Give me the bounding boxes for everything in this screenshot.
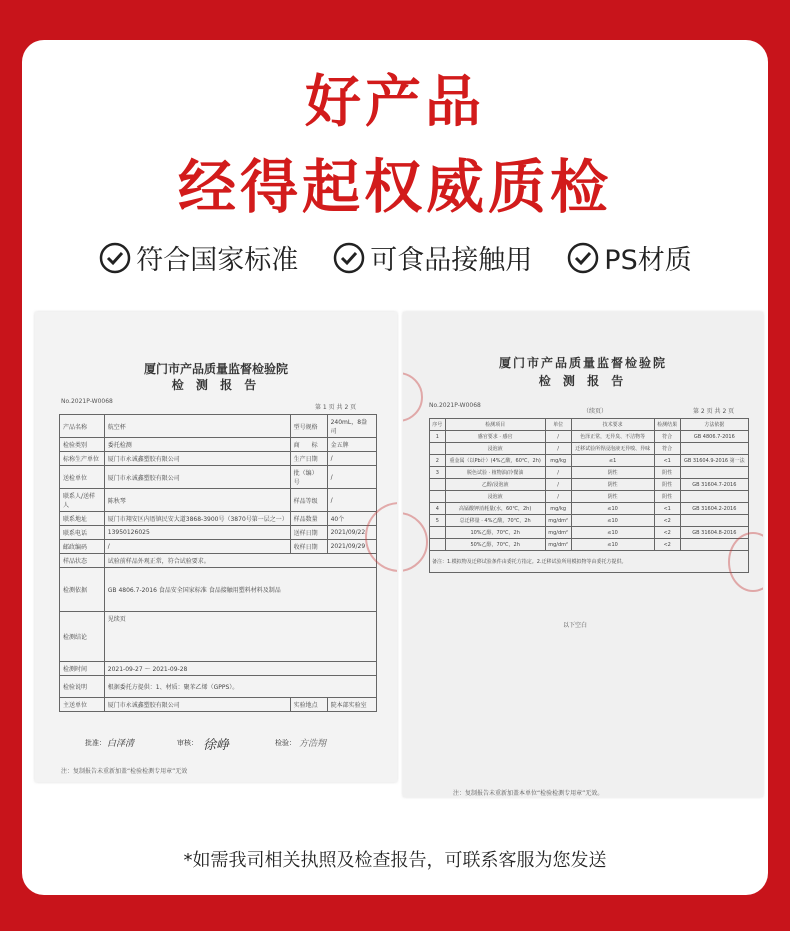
badge-label: 符合国家标准 bbox=[136, 245, 299, 276]
cell: ≤10 bbox=[571, 539, 654, 551]
cell: GB 31604.2-2016 bbox=[680, 503, 748, 515]
badge-label: 可食品接触用 bbox=[370, 245, 533, 276]
cell: / bbox=[545, 467, 571, 479]
table-row bbox=[430, 431, 749, 443]
cell: / bbox=[545, 443, 571, 455]
column-header: 检测项目 bbox=[445, 419, 545, 431]
cell: 金五牌 bbox=[327, 438, 376, 452]
cell: 50%乙醇，70℃，2h bbox=[445, 539, 545, 551]
test-report-page-1 bbox=[35, 312, 397, 782]
column-header: 技术要求 bbox=[571, 419, 654, 431]
cell bbox=[680, 467, 748, 479]
cell: 型号规格 bbox=[290, 415, 327, 438]
cell: 4 bbox=[430, 503, 446, 515]
cell bbox=[430, 539, 446, 551]
cell: / bbox=[327, 452, 376, 466]
check-circle-icon bbox=[332, 241, 366, 275]
table-row bbox=[60, 526, 377, 540]
report-institute: 厦门市产品质量监督检验院 bbox=[498, 356, 667, 370]
cell: 5 bbox=[430, 515, 446, 527]
cell: 检验说明 bbox=[60, 676, 105, 698]
cell: 10%乙醇，70℃，2h bbox=[445, 527, 545, 539]
table-row bbox=[430, 443, 749, 455]
cell bbox=[430, 443, 446, 455]
column-header: 单位 bbox=[545, 419, 571, 431]
cell: 重金属（以Pb计）(4%乙酸，60℃，2h) bbox=[445, 455, 545, 467]
cell: 标称生产单位 bbox=[60, 452, 105, 466]
cell: 委托检测 bbox=[104, 438, 290, 452]
cell: 阴性 bbox=[571, 467, 654, 479]
cell: ≤10 bbox=[571, 515, 654, 527]
cell bbox=[680, 515, 748, 527]
cell: GB 4806.7-2016 食品安全国家标准 食品接触用塑料材料及制品 bbox=[104, 568, 376, 612]
cell: 2021/09/22 bbox=[327, 526, 376, 540]
cell: 产品名称 bbox=[60, 415, 105, 438]
cell: 厦门市永诚鑫塑胶有限公司 bbox=[104, 452, 290, 466]
cell: 联系地址 bbox=[60, 512, 105, 526]
table-row bbox=[60, 662, 377, 676]
cell: 检验类别 bbox=[60, 438, 105, 452]
table-row bbox=[430, 539, 749, 551]
report-title: 检 测 报 告 bbox=[538, 374, 628, 388]
cell: GB 4806.7-2016 bbox=[680, 431, 748, 443]
cell: 送检单位 bbox=[60, 466, 105, 489]
cell: ≤10 bbox=[571, 527, 654, 539]
cell: mg/dm² bbox=[545, 527, 571, 539]
cell: 样品状态 bbox=[60, 554, 105, 568]
cell: / bbox=[545, 491, 571, 503]
cell: / bbox=[327, 489, 376, 512]
cell: 样品数量 bbox=[290, 512, 327, 526]
continuation-label: （续页） bbox=[583, 408, 608, 415]
page-indicator: 第 2 页 共 2 页 bbox=[693, 408, 735, 415]
cell: 迁移试验所得浸泡液无异嗅、异味 bbox=[571, 443, 654, 455]
cell: 商 标 bbox=[290, 438, 327, 452]
cell: 邮政编码 bbox=[60, 540, 105, 554]
cell bbox=[430, 527, 446, 539]
cell: 2021/09/29 bbox=[327, 540, 376, 554]
page-indicator: 第 1 页 共 2 页 bbox=[315, 404, 357, 411]
cell: 生产日期 bbox=[290, 452, 327, 466]
cell: 见续页 bbox=[104, 612, 376, 662]
remarks-cell: 备注：1.模拟物及迁移试验条件由委托方指定。2.迁移试验所用模拟物等由委托方提供。 bbox=[430, 551, 749, 573]
cell: ≤10 bbox=[571, 503, 654, 515]
official-seal bbox=[403, 512, 428, 572]
cell: 厦门市翔安区内厝镇民安大道3868-3900号（3870号第一层之一） bbox=[104, 512, 290, 526]
end-marker: 以下空白 bbox=[563, 622, 588, 629]
cell: 3 bbox=[430, 467, 446, 479]
table-row bbox=[60, 452, 377, 466]
cell: <2 bbox=[654, 515, 680, 527]
cell: 根据委托方提供：1、材质：聚苯乙烯（GPPS）。 bbox=[104, 676, 376, 698]
check-circle-icon bbox=[98, 241, 132, 275]
cell: 240mL，8盎司 bbox=[327, 415, 376, 438]
cell: <2 bbox=[654, 527, 680, 539]
cell: 阴性 bbox=[571, 491, 654, 503]
table-row bbox=[60, 489, 377, 512]
results-table bbox=[429, 418, 749, 573]
badge-food-contact bbox=[332, 238, 532, 277]
report-number: No.2021P-W0068 bbox=[61, 398, 113, 405]
cell: 2021-09-27 ～ 2021-09-28 bbox=[104, 662, 376, 676]
approve-signature: 白泽清 bbox=[107, 739, 135, 749]
cell: 试验前样品外观正常，符合试验要求。 bbox=[104, 554, 376, 568]
table-row bbox=[430, 491, 749, 503]
table-row bbox=[430, 479, 749, 491]
cell: 联系电话 bbox=[60, 526, 105, 540]
footer-note: *如需我司相关执照及检查报告，可联系客服为您发送 bbox=[183, 850, 607, 871]
table-row bbox=[430, 503, 749, 515]
cell: 收样日期 bbox=[290, 540, 327, 554]
table-row bbox=[430, 455, 749, 467]
cell: 40个 bbox=[327, 512, 376, 526]
review-signature: 徐峥 bbox=[203, 738, 230, 753]
check-circle-icon bbox=[566, 241, 600, 275]
report-institute: 厦门市产品质量监督检验院 bbox=[143, 362, 288, 376]
approve-label: 批准： bbox=[85, 739, 106, 747]
cell: 航空杯 bbox=[104, 415, 290, 438]
cell: 实验地点 bbox=[290, 698, 327, 712]
cell: <1 bbox=[654, 455, 680, 467]
cell: 符合 bbox=[654, 443, 680, 455]
cell: <1 bbox=[654, 503, 680, 515]
headline-secondary: 经得起权威质检 bbox=[177, 153, 612, 221]
cell: 主送单位 bbox=[60, 698, 105, 712]
table-row bbox=[60, 540, 377, 554]
table-row bbox=[430, 551, 749, 573]
report-title: 检 测 报 告 bbox=[171, 378, 261, 392]
footnote: 注：复制报告未重新加盖本单位“检验检测专用章”无效。 bbox=[453, 790, 604, 797]
cell: 院本部实验室 bbox=[327, 698, 376, 712]
table-row bbox=[60, 698, 377, 712]
table-row bbox=[60, 415, 377, 438]
cell: / bbox=[327, 466, 376, 489]
cell: 13950126025 bbox=[104, 526, 290, 540]
cell: 检测时间 bbox=[60, 662, 105, 676]
cell: mg/kg bbox=[545, 503, 571, 515]
report-number: No.2021P-W0068 bbox=[429, 402, 481, 409]
headline-primary: 好产品 bbox=[305, 70, 485, 135]
cell: 阴性 bbox=[571, 479, 654, 491]
table-header-row bbox=[430, 419, 749, 431]
cell: mg/dm² bbox=[545, 539, 571, 551]
column-header: 序号 bbox=[430, 419, 446, 431]
cell: <2 bbox=[654, 539, 680, 551]
table-row bbox=[60, 568, 377, 612]
badge-label: PS材质 bbox=[604, 245, 692, 276]
table-row bbox=[430, 467, 749, 479]
cell: mg/dm² bbox=[545, 515, 571, 527]
cell: GB 31604.7-2016 bbox=[680, 479, 748, 491]
cell: 送样日期 bbox=[290, 526, 327, 540]
cell: 阴性 bbox=[654, 479, 680, 491]
cell: 阴性 bbox=[654, 491, 680, 503]
cell bbox=[430, 479, 446, 491]
footnote: 注：复制报告未重新加盖“检验检测专用章”无效 bbox=[61, 768, 188, 775]
feature-badges bbox=[0, 238, 790, 277]
cell: 感官要求 · 感官 bbox=[445, 431, 545, 443]
table-row bbox=[60, 554, 377, 568]
cell: 厦门市永诚鑫塑胶有限公司 bbox=[104, 466, 290, 489]
cell: GB 31604.9-2016 第一法 bbox=[680, 455, 748, 467]
table-row bbox=[60, 466, 377, 489]
cell: GB 31604.8-2016 bbox=[680, 527, 748, 539]
table-row bbox=[430, 515, 749, 527]
cell bbox=[680, 491, 748, 503]
cell: 联系人/送样人 bbox=[60, 489, 105, 512]
table-row bbox=[60, 676, 377, 698]
test-report-page-2 bbox=[403, 312, 763, 797]
table-row bbox=[60, 438, 377, 452]
cell: 厦门市永诚鑫塑胶有限公司 bbox=[104, 698, 290, 712]
cell: 陈秋琴 bbox=[104, 489, 290, 512]
cell: 1 bbox=[430, 431, 446, 443]
cell: mg/kg bbox=[545, 455, 571, 467]
cell: 2 bbox=[430, 455, 446, 467]
cell: 高锰酸钾消耗量(水，60℃，2h) bbox=[445, 503, 545, 515]
table-row bbox=[60, 612, 377, 662]
cell: 乙醇/浸泡液 bbox=[445, 479, 545, 491]
cell: 色泽正常，无异臭、不洁物等 bbox=[571, 431, 654, 443]
table-row bbox=[430, 527, 749, 539]
cell: 浸泡液 bbox=[445, 491, 545, 503]
cell: 浸泡液 bbox=[445, 443, 545, 455]
column-header: 方法依据 bbox=[680, 419, 748, 431]
table-row bbox=[60, 512, 377, 526]
cell: 阴性 bbox=[654, 467, 680, 479]
badge-ps-material bbox=[566, 238, 691, 277]
cell: / bbox=[545, 431, 571, 443]
cell: / bbox=[545, 479, 571, 491]
review-label: 审核： bbox=[177, 739, 198, 747]
check-signature: 方浩翔 bbox=[299, 739, 327, 749]
cell: / bbox=[104, 540, 290, 554]
cell: 检测依据 bbox=[60, 568, 105, 612]
cell bbox=[680, 443, 748, 455]
cell: 样品等级 bbox=[290, 489, 327, 512]
check-label: 检验： bbox=[275, 739, 296, 747]
cell: ≤1 bbox=[571, 455, 654, 467]
report-info-table bbox=[59, 414, 377, 712]
cell: 脱色试验 · 植物油/冷餐油 bbox=[445, 467, 545, 479]
cell: 总迁移量 · 4%乙酸，70℃，2h bbox=[445, 515, 545, 527]
cell: 符合 bbox=[654, 431, 680, 443]
cell bbox=[430, 491, 446, 503]
badge-national-standard bbox=[98, 238, 298, 277]
column-header: 检测结果 bbox=[654, 419, 680, 431]
cell: 批（编）号 bbox=[290, 466, 327, 489]
cell: 检测结论 bbox=[60, 612, 105, 662]
